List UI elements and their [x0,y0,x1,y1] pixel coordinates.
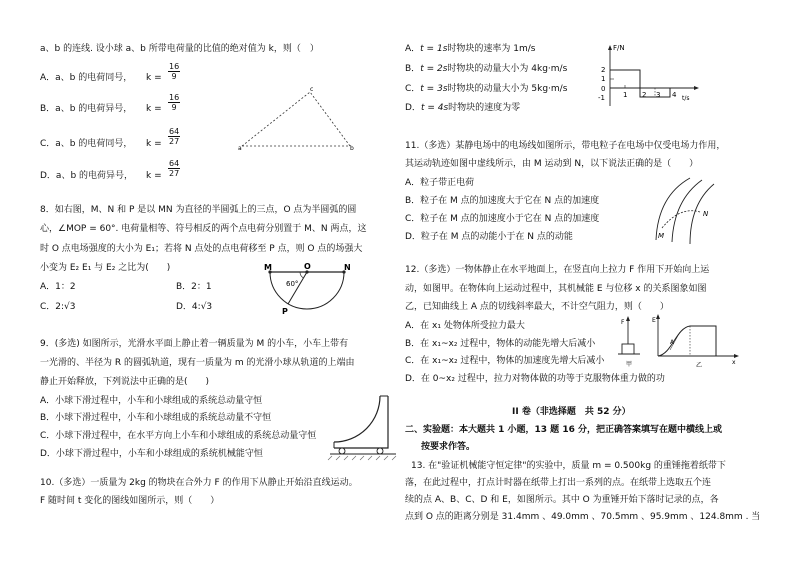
q12-label-yi: 乙 [696,362,703,369]
q9-option-b: B．小球下滑过程中，小车和小球组成的系统总动量不守恒 [40,413,272,423]
q7-triangle-lines [242,92,350,146]
q10-line-1: 10.（多选）一质量为 2kg 的物块在合外力 F 的作用下从静止开始沿直线运动。 [40,478,358,488]
q8-line-2: 心，∠MOP = 60°. 电荷量相等、符号相反的两个点电荷分别置于 M、N 两点，这 [40,224,367,234]
q11-label-m: M [658,232,665,240]
q8-option-b: B．2：1 [176,282,212,292]
q11-option-a: A．粒子带正电荷 [405,178,475,188]
q10-option-b: B．t = 2s时物块的动量大小为 4kg·m/s [405,64,568,74]
q8-label-angle: 60° [286,280,299,288]
q8-line-1: 8．如右图，M、N 和 P 是以 MN 为直径的半圆弧上的三点，O 点为半圆弧的圆 [40,205,357,215]
q9-line-2: 一光滑的、半径为 R 的圆弧轨道，现有一质量为 m 的光滑小球从轨道的上端由 [40,358,355,368]
q10-option-a: A．t = 1s时物块的速率为 1m/s [405,44,536,54]
q7-option-b-k: k = [146,104,162,114]
q13-line-2: 落，在此过程中，打点计时器在纸带上打出一系列的点。在纸带上选取五个连 [405,478,712,488]
q9-line-3: 静止开始释放，下列说法中正确的是( ) [40,377,210,387]
q12-label-a: A [670,339,675,346]
q7-option-c-fraction: $\frac{64}{27}$ [169,127,180,146]
q9-option-a: A．小球下滑过程中，小车和小球组成的系统总动量守恒 [40,396,263,406]
q12-energy-curve [658,326,716,356]
q12-line-3: 乙，已知曲线上 A 点的切线斜率最大，不计空气阻力，则（ ） [405,302,669,312]
section-2-heading-line-1: 二、实验题：本大题共 1 小题，13 题 16 分，把正确答案填写在题中横线上或 [405,425,722,435]
q10-ytick-0: 0 [601,85,606,93]
q11-option-d: D．粒子在 M 点的动能小于在 N 点的动能 [405,232,573,242]
q7-option-b-fraction: $\frac{16}{9}$ [169,93,180,112]
q12-option-a: A．在 x₁ 处物体所受拉力最大 [405,321,525,331]
q12-label-x: x [732,359,736,366]
q7-option-c-k: k = [146,139,162,149]
q10-ylabel: F/N [613,44,625,52]
q10-xlabel: t/s [682,95,690,102]
q8-label-o: O [304,262,311,271]
q13-line-4: 点到 O 点的距离分别是 31.4mm 、49.0mm 、70.5mm 、95.9mm 、124.8mm . 当 [405,512,761,522]
q8-line-3: 时 O 点电场强度的大小为 E₁；若将 N 点处的点电荷移至 P 点，则 O 点的场强大 [40,244,363,254]
q8-label-p: P [282,307,288,316]
q10-option-c: C．t = 3s时物块的动量大小为 5kg·m/s [405,84,568,94]
q9-line-1: 9．(多选) 如图所示，光滑水平面上静止着一辆质量为 M 的小车，小车上带有 [40,339,349,349]
section-2-title: II 卷（非选择题 共 52 分） [512,407,631,417]
q7-label-c: c [310,86,314,93]
q12-option-b: B．在 x₁~x₂ 过程中，物体的动能先增大后减小 [405,339,596,349]
q12-figure [618,314,740,370]
q9-option-c: C．小球下滑过程中，在水平方向上小车和小球组成的系统总动量守恒 [40,431,317,441]
q7-option-d-k: k = [146,171,162,181]
q10-xtick-3: 3 [656,91,661,99]
q12-block [622,344,634,354]
q7-option-a-k: k = [146,73,162,83]
q7-option-b: B．a、b 的电荷异号， [40,104,133,114]
q10-force-curve [610,70,670,97]
q12-line-1: 12.（多选）一物体静止在水平地面上，在竖直向上拉力 F 作用下开始向上运 [405,265,710,275]
q7-label-a: a [238,145,242,152]
q9-option-d: D．小球下滑过程中，小车和小球组成的系统机械能守恒 [40,449,263,459]
q12-label-f: F [621,319,625,326]
q11-option-c: C．粒子在 M 点的加速度小于它在 N 点的加速度 [405,214,600,224]
q12-line-2: 动，如图甲。在物体向上运动过程中，其机械能 E 与位移 x 的关系图象如图 [405,284,707,294]
q10-xtick-2: 2 [642,91,647,99]
q7-option-d: D．a、b 的电荷异号， [40,171,134,181]
q12-option-d: D．在 0~x₂ 过程中，拉力对物体做的功等于克服物体重力做的功 [405,374,665,384]
q11-line-1: 11.（多选）某静电场中的电场线如图所示，带电粒子在电场中仅受电场力作用， [405,141,726,151]
q8-semicircle-figure [262,264,352,320]
q8-line-4: 小变为 E₂ E₁ 与 E₂ 之比为( ) [40,263,171,273]
q8-label-m: M [264,263,272,272]
q7-option-a-fraction: $\frac{16}{9}$ [169,62,180,81]
q11-field-lines-figure [650,176,720,246]
q7-intro: a、b 的连线. 设小球 a、b 所带电荷量的比值的绝对值为 k，则（ ） [40,44,319,54]
q9-cart-figure [330,392,396,464]
q10-option-d: D．t = 4s时物块的速度为零 [405,103,521,113]
q12-label-e: E [652,317,656,324]
section-2-heading-line-2: 按要求作答。 [421,442,476,452]
q7-option-c: C．a、b 的电荷同号， [40,139,133,149]
q13-line-1: 13. 在"验证机械能守恒定律"的实验中，质量 m = 0.500kg 的重锤拖着纸带下 [411,461,726,471]
q10-xtick-1: 1 [623,91,628,99]
q12-option-c: C．在 x₁~x₂ 过程中，物体的加速度先增大后减小 [405,356,605,366]
q13-line-3: 续的点 A、B、C、D 和 E，如图所示。其中 O 为重锤开始下落时记录的点，各 [405,495,719,505]
q10-ytick-neg1: -1 [598,94,605,102]
q10-ytick-2: 2 [601,66,606,74]
q11-line-2: 其运动轨迹如图中虚线所示，由 M 运动到 N，以下说法正确的是（ ） [405,159,699,169]
q10-ytick-1: 1 [601,75,606,83]
q8-option-a: A．1：2 [40,282,76,292]
q12-label-jia: 甲 [626,361,633,368]
q8-option-d: D．4:√3 [176,302,213,312]
q8-option-c: C．2:√3 [40,302,76,312]
q11-label-n: N [703,210,709,218]
q10-line-2: F 随时间 t 变化的图线如图所示，则（ ） [40,496,220,506]
q11-option-b: B．粒子在 M 点的加速度大于它在 N 点的加速度 [405,196,600,206]
q10-force-time-graph [596,44,700,110]
q7-triangle-figure [238,88,358,152]
q7-label-b: b [350,145,354,152]
q8-label-n: N [344,263,351,272]
q7-option-a: A．a、b 的电荷同号， [40,73,133,83]
q10-xtick-4: 4 [672,91,677,99]
q7-option-d-fraction: $\frac{64}{27}$ [169,159,180,178]
